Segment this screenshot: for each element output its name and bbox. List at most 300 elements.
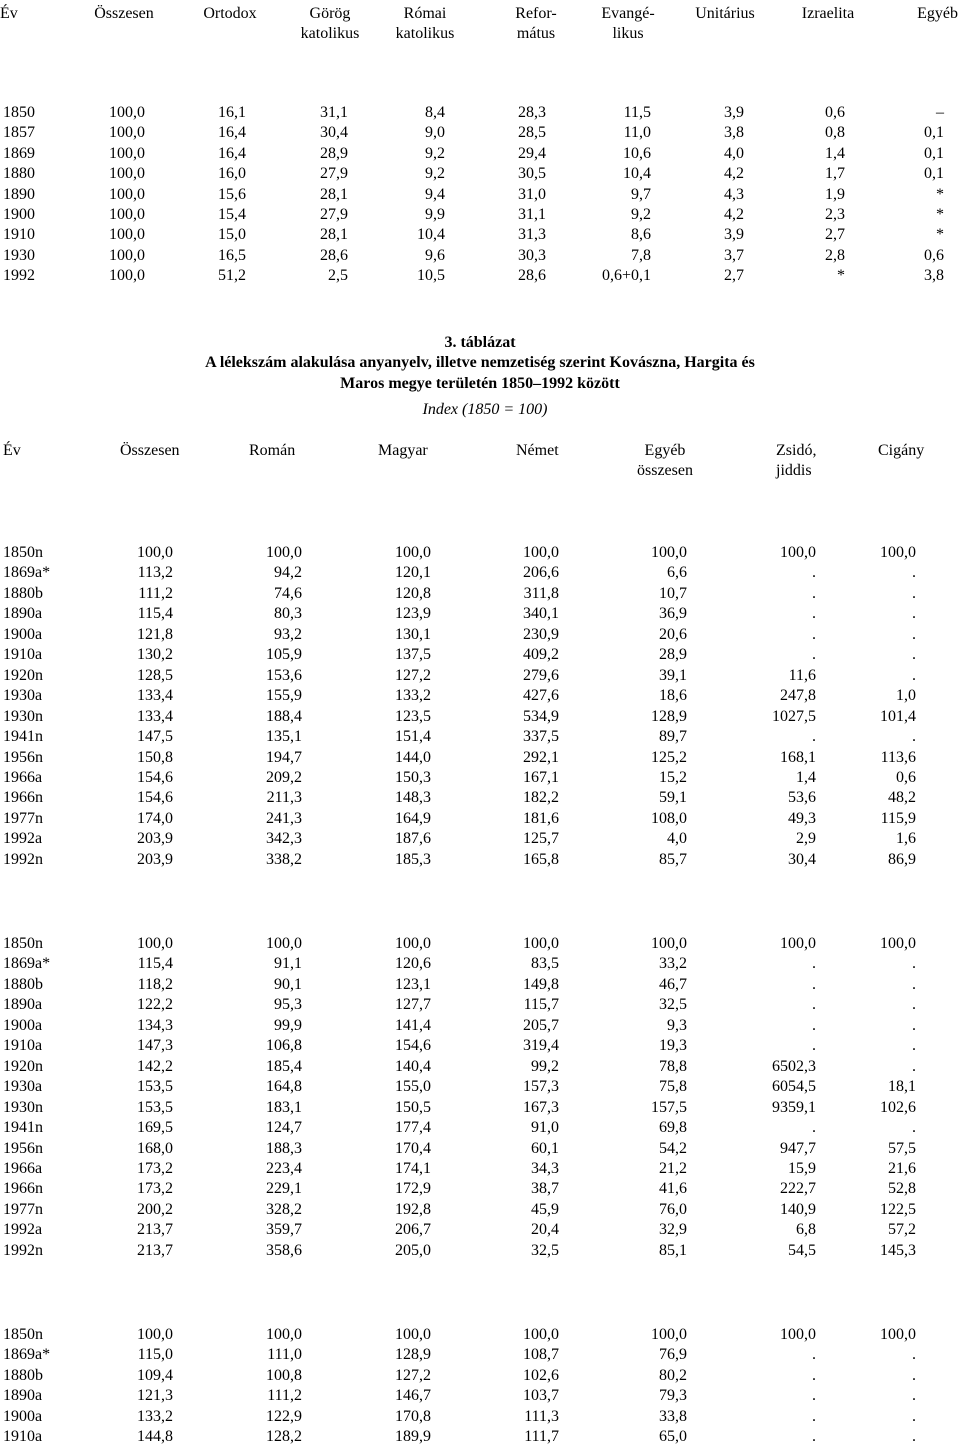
value-cell: 100,0 bbox=[523, 544, 559, 561]
value-cell: 200,2 bbox=[137, 1200, 173, 1218]
value-cell: 174,1 bbox=[395, 1159, 431, 1177]
value-cell: 51,2 bbox=[218, 267, 246, 285]
value-cell: 151,4 bbox=[395, 728, 431, 746]
year-cell: 1857 bbox=[3, 124, 35, 142]
value-cell: 181,6 bbox=[523, 809, 559, 827]
value-cell: 100,0 bbox=[651, 544, 687, 561]
value-cell: 18,1 bbox=[888, 1078, 916, 1096]
value-cell: . bbox=[812, 584, 816, 602]
value-cell: 3,7 bbox=[724, 246, 744, 264]
value-cell: 36,9 bbox=[659, 605, 687, 623]
value-cell: 311,8 bbox=[523, 584, 559, 602]
value-cell: 127,7 bbox=[395, 996, 431, 1014]
value-cell: . bbox=[812, 1428, 816, 1446]
value-cell: 27,9 bbox=[320, 206, 348, 223]
value-cell: 3,8 bbox=[924, 267, 944, 285]
value-cell: * bbox=[936, 185, 944, 203]
value-cell: 121,8 bbox=[137, 625, 173, 643]
column-header bbox=[637, 441, 693, 481]
value-cell: 15,9 bbox=[788, 1159, 816, 1177]
value-cell: 128,2 bbox=[266, 1428, 302, 1446]
value-cell: . bbox=[912, 1057, 916, 1075]
value-cell: 213,7 bbox=[137, 1241, 173, 1259]
value-cell: 133,2 bbox=[137, 1407, 173, 1425]
value-cell: 53,6 bbox=[788, 789, 816, 807]
value-cell: 359,7 bbox=[266, 1221, 302, 1239]
value-cell: 123,5 bbox=[395, 707, 431, 725]
year-cell: 1956n bbox=[3, 748, 43, 766]
value-cell: 100,0 bbox=[395, 1326, 431, 1343]
value-cell: 15,2 bbox=[659, 768, 687, 786]
year-cell: 1992 bbox=[3, 267, 35, 285]
value-cell: 4,2 bbox=[724, 165, 744, 183]
value-cell: 100,0 bbox=[780, 1326, 816, 1343]
value-cell: 100,0 bbox=[780, 935, 816, 952]
year-cell: 1869 bbox=[3, 144, 35, 162]
value-cell: 120,6 bbox=[395, 955, 431, 973]
value-cell: 15,6 bbox=[218, 185, 246, 203]
year-cell: 1941n bbox=[3, 1119, 43, 1137]
column-header-line: Román bbox=[249, 442, 296, 459]
value-cell: 247,8 bbox=[780, 687, 816, 705]
value-cell: 100,0 bbox=[880, 935, 916, 952]
value-cell: 4,3 bbox=[724, 185, 744, 203]
value-cell: 1,7 bbox=[825, 165, 845, 183]
value-cell: 31,1 bbox=[320, 104, 348, 121]
value-cell: 169,5 bbox=[137, 1119, 173, 1137]
value-cell: 75,8 bbox=[659, 1078, 687, 1096]
column-header-line: mátus bbox=[516, 25, 556, 42]
value-cell: 0,6+0,1 bbox=[601, 267, 651, 285]
value-cell: 65,0 bbox=[659, 1428, 687, 1446]
value-cell: 149,8 bbox=[523, 975, 559, 993]
value-cell: 133,4 bbox=[137, 707, 173, 725]
value-cell: 4,2 bbox=[724, 206, 744, 223]
value-cell: . bbox=[912, 1366, 916, 1384]
value-cell: 279,6 bbox=[523, 666, 559, 684]
value-cell: 101,4 bbox=[880, 707, 916, 725]
value-cell: 142,2 bbox=[137, 1057, 173, 1075]
value-cell: 38,7 bbox=[531, 1180, 559, 1198]
value-cell: 28,6 bbox=[320, 246, 348, 264]
year-cell: 1966n bbox=[3, 1180, 43, 1198]
year-cell: 1910a bbox=[3, 1428, 43, 1446]
value-cell: 0,6 bbox=[896, 768, 916, 786]
value-cell: . bbox=[912, 975, 916, 993]
column-header-line: Év bbox=[0, 5, 18, 22]
value-cell: 100,0 bbox=[780, 544, 816, 561]
value-cell: 8,6 bbox=[631, 226, 651, 244]
value-cell: 60,1 bbox=[531, 1139, 559, 1157]
value-cell: 135,1 bbox=[266, 728, 302, 746]
value-cell: 947,7 bbox=[780, 1139, 816, 1157]
value-cell: 100,0 bbox=[109, 104, 145, 121]
value-cell: 109,4 bbox=[137, 1366, 173, 1384]
value-cell: 6,6 bbox=[667, 564, 687, 582]
column-header bbox=[878, 441, 924, 461]
value-cell: . bbox=[912, 584, 916, 602]
value-cell: 1,4 bbox=[825, 144, 845, 162]
year-cell: 1992a bbox=[3, 1221, 43, 1239]
value-cell: 111,2 bbox=[267, 1387, 302, 1405]
value-cell: 157,5 bbox=[651, 1098, 687, 1116]
value-cell: 154,6 bbox=[137, 768, 173, 786]
value-cell: 0,8 bbox=[825, 124, 845, 142]
value-cell: 9359,1 bbox=[772, 1098, 816, 1116]
value-cell: 229,1 bbox=[266, 1180, 302, 1198]
value-cell: 28,6 bbox=[518, 267, 546, 285]
value-cell: 127,2 bbox=[395, 1366, 431, 1384]
value-cell: 74,6 bbox=[274, 584, 302, 602]
column-header bbox=[378, 441, 428, 461]
value-cell: . bbox=[812, 1346, 816, 1364]
value-cell: . bbox=[912, 646, 916, 664]
value-cell: 128,9 bbox=[651, 707, 687, 725]
value-cell: 30,3 bbox=[518, 246, 546, 264]
value-cell: 8,4 bbox=[425, 104, 445, 121]
value-cell: 89,7 bbox=[659, 728, 687, 746]
value-cell: 130,2 bbox=[137, 646, 173, 664]
value-cell: 140,4 bbox=[395, 1057, 431, 1075]
value-cell: . bbox=[812, 1119, 816, 1137]
year-cell: 1966a bbox=[3, 1159, 43, 1177]
value-cell: 10,7 bbox=[659, 584, 687, 602]
value-cell: . bbox=[912, 996, 916, 1014]
year-cell: 1992n bbox=[3, 1241, 43, 1259]
year-cell: 1869a* bbox=[3, 955, 51, 973]
table-number: 3. táblázat bbox=[444, 334, 516, 351]
column-header-line: Cigány bbox=[878, 442, 925, 459]
value-cell: . bbox=[912, 625, 916, 643]
value-cell: 205,0 bbox=[395, 1241, 431, 1259]
column-header-line: jiddis bbox=[776, 462, 812, 479]
value-cell: 18,6 bbox=[659, 687, 687, 705]
value-cell: 108,0 bbox=[651, 809, 687, 827]
value-cell: 185,4 bbox=[266, 1057, 302, 1075]
value-cell: 100,0 bbox=[109, 144, 145, 162]
value-cell: 2,7 bbox=[825, 226, 845, 244]
value-cell: 94,2 bbox=[274, 564, 302, 582]
column-header bbox=[365, 4, 485, 44]
value-cell: . bbox=[912, 1346, 916, 1364]
value-cell: 170,8 bbox=[395, 1407, 431, 1425]
value-cell: 124,7 bbox=[266, 1119, 302, 1137]
value-cell: 6,8 bbox=[796, 1221, 816, 1239]
value-cell: 100,0 bbox=[880, 544, 916, 561]
value-cell: 69,8 bbox=[659, 1119, 687, 1137]
value-cell: 10,4 bbox=[417, 226, 445, 244]
value-cell: 150,8 bbox=[137, 748, 173, 766]
value-cell: 28,1 bbox=[320, 226, 348, 244]
column-header-line: Egyéb bbox=[644, 442, 686, 459]
value-cell: 115,0 bbox=[137, 1346, 173, 1364]
value-cell: 0,1 bbox=[924, 144, 944, 162]
value-cell: 194,7 bbox=[266, 748, 302, 766]
value-cell: 147,3 bbox=[137, 1037, 173, 1055]
value-cell: 100,0 bbox=[109, 165, 145, 183]
value-cell: 128,5 bbox=[137, 666, 173, 684]
year-cell: 1910 bbox=[3, 226, 35, 244]
value-cell: 140,9 bbox=[780, 1200, 816, 1218]
value-cell: 7,8 bbox=[631, 246, 651, 264]
value-cell: 340,1 bbox=[523, 605, 559, 623]
value-cell: 6502,3 bbox=[772, 1057, 816, 1075]
value-cell: 52,8 bbox=[888, 1180, 916, 1198]
value-cell: 1,0 bbox=[896, 687, 916, 705]
value-cell: 32,9 bbox=[659, 1221, 687, 1239]
value-cell: 78,8 bbox=[659, 1057, 687, 1075]
value-cell: 211,3 bbox=[266, 789, 302, 807]
column-header-line: Év bbox=[3, 442, 21, 459]
value-cell: . bbox=[912, 1407, 916, 1425]
value-cell: 91,0 bbox=[531, 1119, 559, 1137]
value-cell: 10,4 bbox=[623, 165, 651, 183]
year-cell: 1890a bbox=[3, 1387, 43, 1405]
column-header bbox=[917, 4, 958, 24]
value-cell: 168,0 bbox=[137, 1139, 173, 1157]
year-cell: 1920n bbox=[3, 666, 43, 684]
year-cell: 1900a bbox=[3, 625, 43, 643]
column-header-line: Unitárius bbox=[695, 5, 755, 22]
value-cell: 9,0 bbox=[425, 124, 445, 142]
value-cell: 9,3 bbox=[667, 1016, 687, 1034]
value-cell: 41,6 bbox=[659, 1180, 687, 1198]
value-cell: 170,4 bbox=[395, 1139, 431, 1157]
year-cell: 1890 bbox=[3, 185, 35, 203]
value-cell: 11,5 bbox=[623, 104, 651, 121]
value-cell: 76,0 bbox=[659, 1200, 687, 1218]
year-cell: 1930a bbox=[3, 1078, 43, 1096]
value-cell: 102,6 bbox=[880, 1098, 916, 1116]
value-cell: 3,8 bbox=[724, 124, 744, 142]
value-cell: . bbox=[912, 605, 916, 623]
column-header-line: Refor- bbox=[515, 5, 557, 22]
column-header-line: Ortodox bbox=[203, 5, 257, 22]
value-cell: 28,5 bbox=[518, 124, 546, 142]
value-cell: . bbox=[912, 1016, 916, 1034]
value-cell: 100,0 bbox=[109, 206, 145, 223]
value-cell: 192,8 bbox=[395, 1200, 431, 1218]
value-cell: . bbox=[912, 955, 916, 973]
value-cell: . bbox=[812, 646, 816, 664]
value-cell: 0,1 bbox=[924, 165, 944, 183]
value-cell: 173,2 bbox=[137, 1159, 173, 1177]
column-header-line: Izraelita bbox=[801, 5, 855, 22]
value-cell: 11,0 bbox=[623, 124, 651, 142]
value-cell: 148,3 bbox=[395, 789, 431, 807]
value-cell: 111,3 bbox=[524, 1407, 559, 1425]
value-cell: 154,6 bbox=[137, 789, 173, 807]
value-cell: 167,1 bbox=[523, 768, 559, 786]
year-cell: 1850n bbox=[3, 1326, 43, 1343]
year-cell: 1941n bbox=[3, 728, 43, 746]
value-cell: 34,3 bbox=[531, 1159, 559, 1177]
value-cell: 91,1 bbox=[274, 955, 302, 973]
column-header-line: Egyéb bbox=[917, 5, 958, 22]
value-cell: . bbox=[912, 1119, 916, 1137]
value-cell: 177,4 bbox=[395, 1119, 431, 1137]
value-cell: 0,1 bbox=[924, 124, 944, 142]
value-cell: 172,9 bbox=[395, 1180, 431, 1198]
column-header-line: Összesen bbox=[94, 5, 154, 22]
value-cell: 182,2 bbox=[523, 789, 559, 807]
table-title-line1: A lélekszám alakulása anyanyelv, illetve nemzetiség szerint Kovászna, Hargita és bbox=[205, 354, 755, 371]
column-header bbox=[0, 4, 18, 24]
value-cell: . bbox=[912, 666, 916, 684]
value-cell: 100,0 bbox=[137, 1326, 173, 1343]
column-header bbox=[249, 441, 295, 461]
value-cell: 130,1 bbox=[395, 625, 431, 643]
value-cell: 4,0 bbox=[724, 144, 744, 162]
value-cell: 127,2 bbox=[395, 666, 431, 684]
value-cell: 46,7 bbox=[659, 975, 687, 993]
value-cell: . bbox=[812, 975, 816, 993]
year-cell: 1880b bbox=[3, 1366, 43, 1384]
year-cell: 1930n bbox=[3, 707, 43, 725]
value-cell: 205,7 bbox=[523, 1016, 559, 1034]
value-cell: 100,0 bbox=[109, 226, 145, 244]
value-cell: 115,4 bbox=[137, 955, 173, 973]
value-cell: 165,8 bbox=[523, 850, 559, 868]
value-cell: 111,7 bbox=[524, 1428, 559, 1446]
year-cell: 1992a bbox=[3, 830, 43, 848]
value-cell: 100,0 bbox=[109, 246, 145, 264]
value-cell: 9,7 bbox=[631, 185, 651, 203]
value-cell: 9,4 bbox=[425, 185, 445, 203]
column-header bbox=[768, 4, 888, 24]
value-cell: 54,5 bbox=[788, 1241, 816, 1259]
value-cell: 33,8 bbox=[659, 1407, 687, 1425]
value-cell: 2,8 bbox=[825, 246, 845, 264]
value-cell: 100,0 bbox=[523, 1326, 559, 1343]
value-cell: 15,4 bbox=[218, 206, 246, 223]
column-header-line: katolikus bbox=[300, 25, 360, 42]
year-cell: 1966a bbox=[3, 768, 43, 786]
value-cell: 90,1 bbox=[274, 975, 302, 993]
value-cell: 1,4 bbox=[796, 768, 816, 786]
value-cell: 31,0 bbox=[518, 185, 546, 203]
value-cell: 358,6 bbox=[266, 1241, 302, 1259]
value-cell: 100,0 bbox=[395, 935, 431, 952]
value-cell: 144,8 bbox=[137, 1428, 173, 1446]
value-cell: 100,0 bbox=[266, 544, 302, 561]
value-cell: 16,0 bbox=[218, 165, 246, 183]
value-cell: 93,2 bbox=[274, 625, 302, 643]
value-cell: 95,3 bbox=[274, 996, 302, 1014]
value-cell: 30,5 bbox=[518, 165, 546, 183]
value-cell: 106,8 bbox=[266, 1037, 302, 1055]
year-cell: 1880b bbox=[3, 975, 43, 993]
year-cell: 1900a bbox=[3, 1407, 43, 1425]
value-cell: . bbox=[912, 564, 916, 582]
value-cell: 76,9 bbox=[659, 1346, 687, 1364]
value-cell: 183,1 bbox=[266, 1098, 302, 1116]
value-cell: 28,3 bbox=[518, 104, 546, 121]
value-cell: 1027,5 bbox=[772, 707, 816, 725]
value-cell: 2,3 bbox=[825, 206, 845, 223]
value-cell: 9,2 bbox=[425, 165, 445, 183]
value-cell: 209,2 bbox=[266, 768, 302, 786]
value-cell: 100,0 bbox=[651, 935, 687, 952]
column-header-line: Evangé- bbox=[601, 5, 655, 22]
value-cell: 32,5 bbox=[531, 1241, 559, 1259]
column-header bbox=[665, 4, 785, 24]
year-cell: 1920n bbox=[3, 1057, 43, 1075]
value-cell: 57,2 bbox=[888, 1221, 916, 1239]
value-cell: 123,1 bbox=[395, 975, 431, 993]
value-cell: 108,7 bbox=[523, 1346, 559, 1364]
value-cell: 9,2 bbox=[425, 144, 445, 162]
year-cell: 1930n bbox=[3, 1098, 43, 1116]
year-cell: 1977n bbox=[3, 809, 43, 827]
value-cell: 28,1 bbox=[320, 185, 348, 203]
value-cell: 30,4 bbox=[320, 124, 348, 142]
value-cell: 122,9 bbox=[266, 1407, 302, 1425]
value-cell: 133,4 bbox=[137, 687, 173, 705]
value-cell: 20,6 bbox=[659, 625, 687, 643]
value-cell: 153,6 bbox=[266, 666, 302, 684]
year-cell: 1977n bbox=[3, 1200, 43, 1218]
value-cell: 150,3 bbox=[395, 768, 431, 786]
value-cell: 153,5 bbox=[137, 1098, 173, 1116]
value-cell: 111,2 bbox=[138, 584, 173, 602]
value-cell: 80,3 bbox=[274, 605, 302, 623]
value-cell: 31,1 bbox=[518, 206, 546, 223]
value-cell: 33,2 bbox=[659, 955, 687, 973]
value-cell: 28,9 bbox=[320, 144, 348, 162]
value-cell: 19,3 bbox=[659, 1037, 687, 1055]
year-cell: 1930 bbox=[3, 246, 35, 264]
value-cell: * bbox=[936, 226, 944, 244]
value-cell: 203,9 bbox=[137, 830, 173, 848]
value-cell: 230,9 bbox=[523, 625, 559, 643]
value-cell: 29,4 bbox=[518, 144, 546, 162]
year-cell: 1850n bbox=[3, 544, 43, 561]
year-cell: 1992n bbox=[3, 850, 43, 868]
value-cell: 2,9 bbox=[796, 830, 816, 848]
value-cell: 147,5 bbox=[137, 728, 173, 746]
value-cell: 11,6 bbox=[788, 666, 816, 684]
value-cell: 168,1 bbox=[780, 748, 816, 766]
table-title-line2: Maros megye területén 1850–1992 között bbox=[340, 375, 620, 392]
year-cell: 1869a* bbox=[3, 1346, 51, 1364]
column-header bbox=[776, 441, 816, 481]
value-cell: 141,4 bbox=[395, 1016, 431, 1034]
value-cell: 30,4 bbox=[788, 850, 816, 868]
value-cell: 16,5 bbox=[218, 246, 246, 264]
value-cell: 338,2 bbox=[266, 850, 302, 868]
value-cell: 125,2 bbox=[651, 748, 687, 766]
year-cell: 1966n bbox=[3, 789, 43, 807]
value-cell: 31,3 bbox=[518, 226, 546, 244]
value-cell: 188,3 bbox=[266, 1139, 302, 1157]
value-cell: 115,7 bbox=[523, 996, 559, 1014]
value-cell: . bbox=[812, 1407, 816, 1425]
value-cell: 20,4 bbox=[531, 1221, 559, 1239]
value-cell: 100,0 bbox=[266, 1326, 302, 1343]
value-cell: . bbox=[812, 1037, 816, 1055]
value-cell: 122,5 bbox=[880, 1200, 916, 1218]
value-cell: 115,9 bbox=[880, 809, 916, 827]
column-header bbox=[516, 441, 559, 461]
value-cell: 100,8 bbox=[266, 1366, 302, 1384]
value-cell: 292,1 bbox=[523, 748, 559, 766]
value-cell: 1,6 bbox=[896, 830, 916, 848]
value-cell: 10,5 bbox=[417, 267, 445, 285]
year-cell: 1910a bbox=[3, 1037, 43, 1055]
value-cell: 100,0 bbox=[651, 1326, 687, 1343]
year-cell: 1930a bbox=[3, 687, 43, 705]
